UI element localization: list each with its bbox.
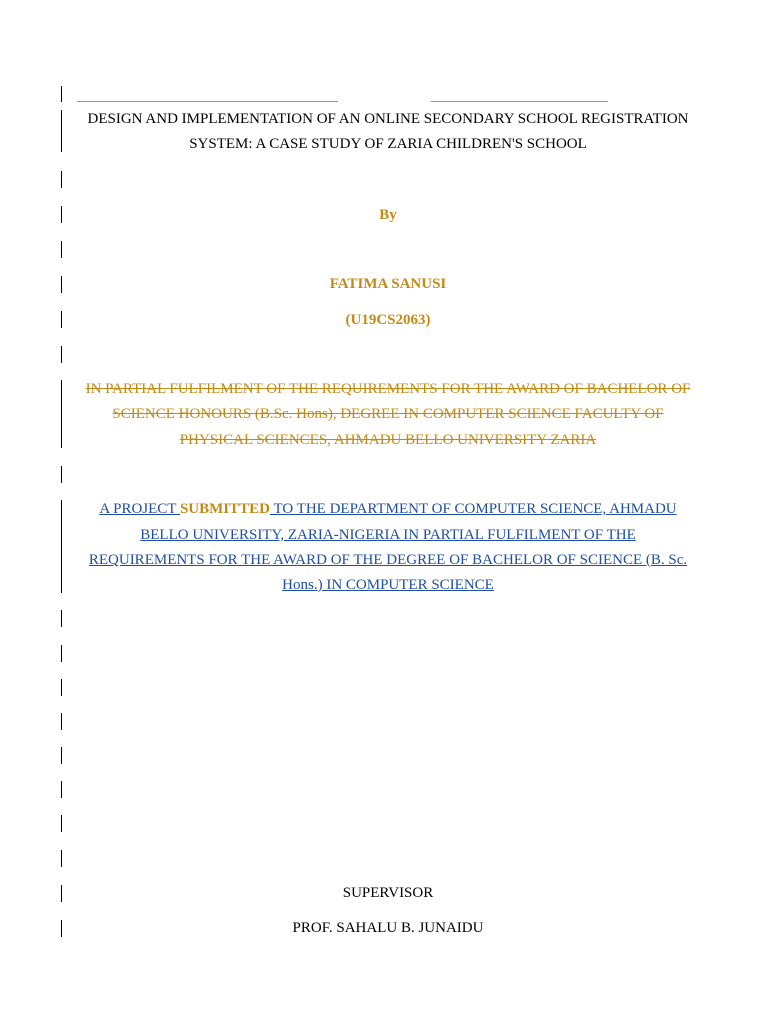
inserted-text: A PROJECT: [99, 501, 180, 517]
change-bar: [61, 645, 62, 662]
change-bar: [61, 885, 62, 902]
change-bar: [61, 850, 62, 867]
inserted-statement-line-4: [70, 577, 706, 594]
change-bar: [61, 380, 62, 448]
change-bar: [61, 110, 62, 152]
inserted-text: Hons.) IN COMPUTER SCIENCE: [282, 577, 494, 593]
title-line-2: SYSTEM: A CASE STUDY OF ZARIA CHILDREN'S SCHOOL: [189, 136, 587, 152]
inserted-text: BELLO UNIVERSITY, ZARIA-NIGERIA IN PARTIAL FULFILMENT OF THE: [140, 527, 636, 543]
title-line-1: DESIGN AND IMPLEMENTATION OF AN ONLINE SECONDARY SCHOOL REGISTRATION: [87, 111, 689, 127]
inserted-statement-line-2: [70, 527, 706, 544]
change-bar: [61, 920, 62, 937]
change-bar: [61, 500, 62, 593]
inserted-bold-word: SUBMITTED: [179, 501, 270, 517]
inserted-text: TO THE DEPARTMENT OF COMPUTER SCIENCE, AHMADU: [269, 501, 677, 517]
inserted-statement-line-1: [70, 501, 706, 518]
change-bar: [61, 781, 62, 798]
supervisor-label: SUPERVISOR: [342, 885, 434, 901]
change-bar: [61, 311, 62, 328]
supervisor-name: PROF. SAHALU B. JUNAIDU: [292, 920, 484, 936]
change-bar: [61, 276, 62, 293]
inserted-statement-line-3: [70, 552, 706, 569]
deleted-statement-line-3: PHYSICAL SCIENCES, AHMADU BELLO UNIVERSITY ZARIA: [179, 432, 597, 448]
change-bar: [61, 466, 62, 483]
by-label: By: [379, 207, 397, 223]
deleted-statement-line-1: IN PARTIAL FULFILMENT OF THE REQUIREMENTS FOR THE AWARD OF BACHELOR OF: [85, 381, 691, 397]
change-bar: [61, 713, 62, 730]
inserted-rule-left: [77, 101, 338, 102]
change-bar: [61, 241, 62, 258]
deleted-statement-line-2: SCIENCE HONOURS (B.Sc. Hons), DEGREE IN COMPUTER SCIENCE FACULTY OF: [112, 406, 664, 422]
author-name: FATIMA SANUSI: [329, 276, 447, 292]
change-bar: [61, 206, 62, 223]
change-bar: [61, 815, 62, 832]
change-bar: [61, 679, 62, 696]
change-bar: [61, 747, 62, 764]
registration-number: (U19CS2063): [345, 312, 431, 328]
change-bar: [61, 346, 62, 363]
change-bar: [61, 86, 62, 102]
inserted-text: REQUIREMENTS FOR THE AWARD OF THE DEGREE OF BACHELOR OF SCIENCE (B. Sc.: [88, 552, 688, 568]
change-bar: [61, 171, 62, 188]
inserted-rule-right: [431, 101, 608, 102]
change-bar: [61, 610, 62, 627]
